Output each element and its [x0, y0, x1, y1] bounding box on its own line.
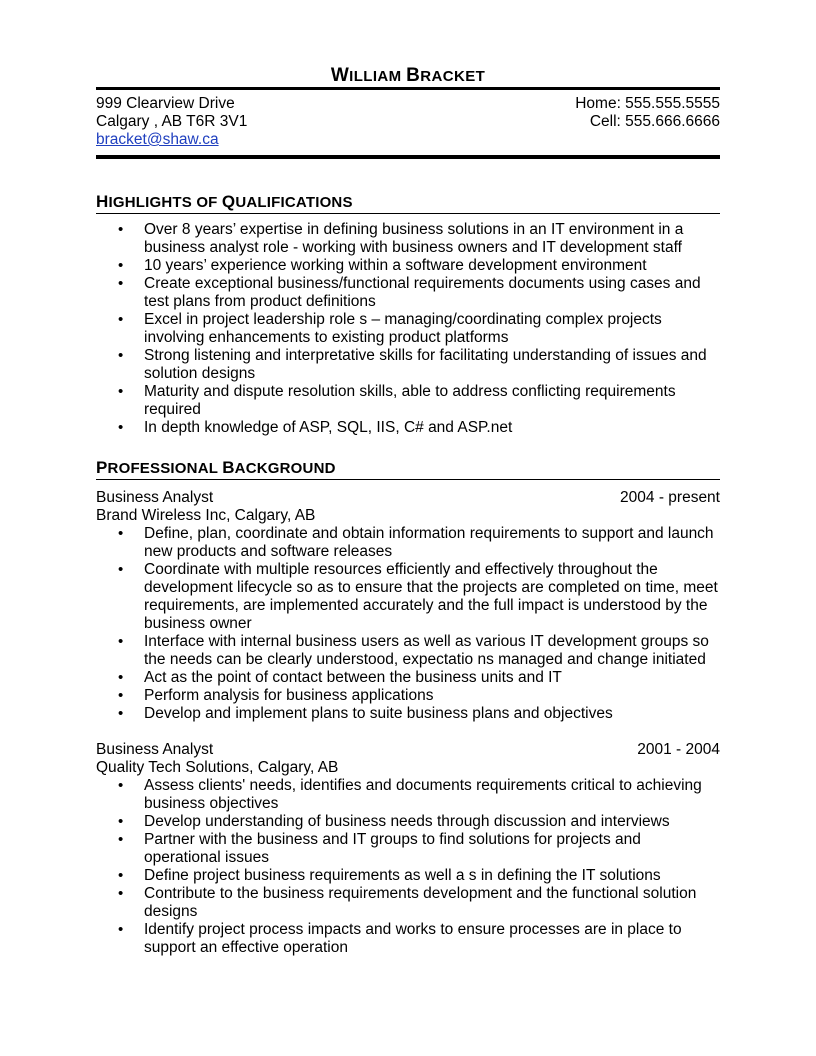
title-part: ACKGROUND — [234, 460, 336, 477]
job-title: Business Analyst — [96, 741, 214, 758]
name-rest-first: ILLIAM — [349, 68, 402, 85]
list-item: • Define project business requirements as well a s in defining the IT solutions — [96, 867, 720, 885]
title-cap: H — [96, 192, 109, 211]
home-phone: Home: 555.555.5555 — [575, 95, 720, 112]
title-part: ROFESSIONAL — [107, 460, 223, 477]
list-item: • Identify project process impacts and works to ensure processes are in place to support an effective operation — [96, 921, 720, 957]
list-item: • Coordinate with multiple resources efficiently and effectively throughout the development lifecycle so as to ensure that the projects are completed on time, meet requirements, are implemented accurately and the full impact is understood by the business owner — [96, 561, 720, 633]
resume-page — [96, 64, 720, 957]
email-link[interactable]: bracket@shaw.ca — [96, 131, 219, 148]
title-cap: Q — [221, 192, 236, 211]
list-item: • In depth knowledge of ASP, SQL, IIS, C# and ASP.net — [96, 419, 720, 437]
title-part: UALIFICATIONS — [235, 194, 353, 211]
section-title-highlights — [96, 193, 720, 212]
title-cap: B — [222, 458, 235, 477]
cell-phone: Cell: 555.666.6666 — [589, 113, 720, 130]
section-title-background — [96, 459, 720, 478]
list-item: • Excel in project leadership role s – managing/coordinating complex projects involving enhancements to existing product platforms — [96, 311, 720, 347]
title-part: IGHLIGHTS OF — [108, 194, 222, 211]
name-initial-first: W — [330, 65, 350, 86]
list-item: • Interface with internal business users as well as various IT development groups so the needs can be clearly understood, expectatio ns managed and change initiated — [96, 633, 720, 669]
list-item: • Perform analysis for business applications — [96, 687, 720, 705]
job-duties — [96, 777, 720, 957]
job-entry — [96, 489, 720, 723]
list-item: • 10 years’ experience working within a software development environment — [96, 257, 720, 275]
list-item: • Strong listening and interpretative skills for facilitating understanding of issues and solution designs — [96, 347, 720, 383]
name-rest-last: RACKET — [420, 68, 486, 85]
contact-left — [96, 95, 247, 149]
job-duties — [96, 525, 720, 723]
job-dates: 2001 - 2004 — [637, 741, 720, 758]
job-dates: 2004 - present — [620, 489, 720, 506]
list-item: • Develop understanding of business needs through discussion and interviews — [96, 813, 720, 831]
job-org: Brand Wireless Inc, Calgary, AB — [96, 507, 316, 524]
list-item: • Act as the point of contact between the business units and IT — [96, 669, 720, 687]
list-item: • Partner with the business and IT groups to find solutions for projects and operational issues — [96, 831, 720, 867]
list-item: • Assess clients' needs, identifies and documents requirements critical to achieving business objectives — [96, 777, 720, 813]
list-item: • Over 8 years’ expertise in defining business solutions in an IT environment in a business analyst role - working with business owners and IT development staff — [96, 221, 720, 257]
candidate-name — [96, 64, 720, 87]
address-line-1: 999 Clearview Drive — [96, 95, 235, 112]
list-item: • Develop and implement plans to suite business plans and objectives — [96, 705, 720, 723]
title-cap: P — [96, 458, 108, 477]
job-title: Business Analyst — [96, 489, 214, 506]
list-item: • Create exceptional business/functional requirements documents using cases and test plans from product definitions — [96, 275, 720, 311]
section-rule — [96, 479, 720, 480]
job-header — [96, 489, 720, 507]
list-item: • Maturity and dispute resolution skills, able to address conflicting requirements required — [96, 383, 720, 419]
list-item: • Define, plan, coordinate and obtain information requirements to support and launch new products and software releases — [96, 525, 720, 561]
job-header — [96, 741, 720, 759]
name-initial-last: B — [406, 65, 421, 86]
highlights-list — [96, 221, 720, 437]
job-entry — [96, 741, 720, 957]
address-line-2: Calgary , AB T6R 3V1 — [96, 113, 248, 130]
list-item: • Contribute to the business requirements development and the functional solution designs — [96, 885, 720, 921]
contact-block — [96, 95, 720, 149]
job-org: Quality Tech Solutions, Calgary, AB — [96, 759, 339, 776]
contact-right — [575, 95, 720, 149]
section-rule — [96, 213, 720, 214]
